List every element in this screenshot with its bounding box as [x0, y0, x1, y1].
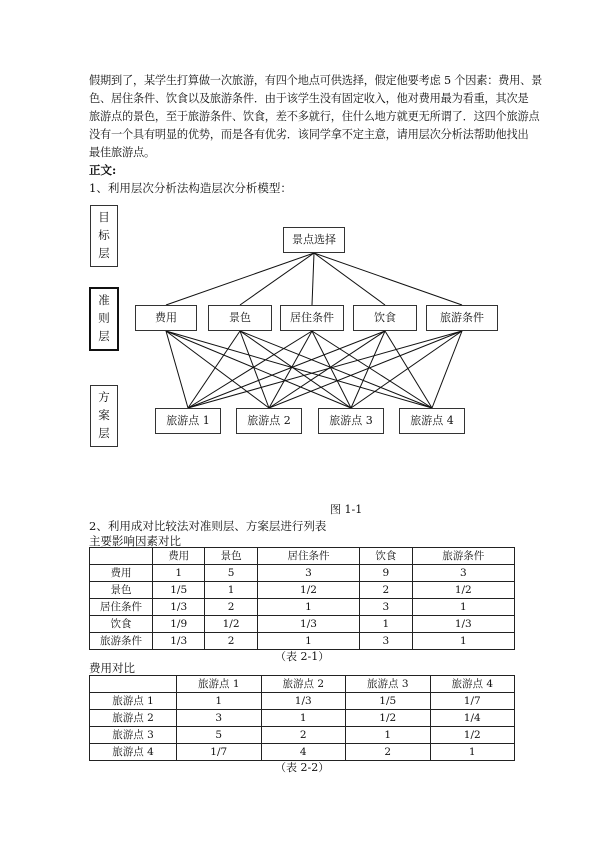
table-header-cell: 旅游点 3: [346, 676, 431, 693]
table-cell: 2: [360, 582, 412, 599]
layer-char: 方: [98, 390, 110, 404]
table-cell: 3: [360, 633, 412, 650]
layer-char: 层: [98, 426, 110, 440]
hierarchy-edge: [166, 253, 314, 305]
table-cell: 2: [346, 744, 431, 761]
hierarchy-edge: [312, 331, 351, 408]
hierarchy-edge: [188, 331, 240, 408]
table-cell: 1: [430, 744, 515, 761]
layer-char: 层: [98, 329, 110, 343]
table-cell: 3: [412, 565, 514, 582]
table-1-caption: （表 2-1）: [275, 650, 330, 663]
table-cell: 3: [177, 710, 262, 727]
table-cell: 1/3: [261, 693, 346, 710]
table-cell: 1/2: [346, 710, 431, 727]
table-row: [90, 633, 515, 650]
intro-line: 没有一个具有明显的优势，而是各有优劣．该同学拿不定主意，请用层次分析法帮助他找出: [89, 128, 529, 141]
hierarchy-edge: [314, 253, 385, 305]
table-header-cell: [90, 676, 177, 693]
step-1-heading: 1、利用层次分析法构造层次分析模型：: [89, 181, 292, 195]
table-row: [90, 693, 515, 710]
layer-char: 目: [98, 210, 110, 224]
table-cell: 1/3: [257, 616, 359, 633]
table-cell: 4: [261, 744, 346, 761]
table-cell: 1: [177, 693, 262, 710]
criterion-node-accommodation: 居住条件: [280, 305, 344, 331]
table-cell: 1/3: [153, 599, 205, 616]
intro-line: 最佳旅游点。: [89, 146, 155, 159]
table-header-row: [90, 548, 515, 565]
hierarchy-edge: [312, 331, 432, 408]
table-cell: 3: [360, 599, 412, 616]
table-cell: 5: [205, 565, 257, 582]
table-cell: 1: [205, 582, 257, 599]
table-cell: 1/9: [153, 616, 205, 633]
row-header-cell: 旅游点 4: [90, 744, 177, 761]
criterion-node-travel: 旅游条件: [426, 305, 498, 331]
row-header-cell: 居住条件: [90, 599, 153, 616]
table-cell: 1/7: [177, 744, 262, 761]
row-header-cell: 旅游点 3: [90, 727, 177, 744]
table-row: [90, 727, 515, 744]
intro-line: 旅游点的景色，至于旅游条件、饮食，差不多就行，住什么地方就更无所谓了．这四个旅游点: [89, 110, 540, 123]
goal-node: 景点选择: [283, 227, 345, 253]
table-cell: 1/7: [430, 693, 515, 710]
row-header-cell: 费用: [90, 565, 153, 582]
table-cell: 1/5: [346, 693, 431, 710]
table-header-cell: [90, 548, 153, 565]
hierarchy-edge: [188, 331, 462, 408]
table-cell: 1/5: [153, 582, 205, 599]
table-header-row: [90, 676, 515, 693]
alternative-node-1: 旅游点 1: [155, 408, 221, 434]
layer-char: 层: [98, 246, 110, 260]
hierarchy-edge: [269, 331, 312, 408]
table-header-cell: 旅游点 1: [177, 676, 262, 693]
criterion-node-scenery: 景色: [208, 305, 272, 331]
table-header-cell: 旅游条件: [412, 548, 514, 565]
row-header-cell: 旅游条件: [90, 633, 153, 650]
row-header-cell: 旅游点 1: [90, 693, 177, 710]
step-2-heading: 2、利用成对比较法对准则层、方案层进行列表: [89, 519, 327, 533]
table-cell: 5: [177, 727, 262, 744]
table-cell: 1/2: [412, 582, 514, 599]
table-row: [90, 599, 515, 616]
table-cell: 1/2: [430, 727, 515, 744]
table-row: [90, 565, 515, 582]
table-cell: 1: [153, 565, 205, 582]
hierarchy-edge: [432, 331, 462, 408]
table-header-cell: 居住条件: [257, 548, 359, 565]
layer-char: 标: [98, 228, 110, 242]
hierarchy-edge: [240, 331, 351, 408]
hierarchy-edge: [240, 331, 269, 408]
main-text-label: 正文:: [89, 163, 117, 177]
alternative-node-2: 旅游点 2: [236, 408, 302, 434]
hierarchy-edge: [312, 253, 314, 305]
figure-caption: 图 1-1: [330, 503, 363, 516]
hierarchy-edge: [166, 331, 188, 408]
row-header-cell: 景色: [90, 582, 153, 599]
table-header-cell: 景色: [205, 548, 257, 565]
row-header-cell: 旅游点 2: [90, 710, 177, 727]
intro-line: 假期到了，某学生打算做一次旅游，有四个地点可供选择，假定他要考虑 5 个因素：费用、景: [89, 74, 543, 87]
table-cell: 1/2: [257, 582, 359, 599]
intro-line: 色、居住条件、饮食以及旅游条件．由于该学生没有固定收入，他对费用最为看重，其次是: [89, 92, 529, 105]
table-cell: 2: [205, 599, 257, 616]
table-2-caption: （表 2-2）: [275, 761, 330, 774]
table-row: [90, 616, 515, 633]
table-cell: 1/3: [412, 616, 514, 633]
table-2-title: 费用对比: [89, 661, 135, 675]
table-cell: 1/2: [205, 616, 257, 633]
table-row: [90, 744, 515, 761]
criterion-node-food: 饮食: [353, 305, 417, 331]
cost-comparison-table: [89, 675, 515, 761]
table-header-cell: 费用: [153, 548, 205, 565]
table-row: [90, 710, 515, 727]
layer-char: 准: [98, 293, 110, 307]
table-cell: 1: [257, 599, 359, 616]
criterion-node-cost: 费用: [135, 305, 197, 331]
table-cell: 1/4: [430, 710, 515, 727]
table-cell: 1: [412, 599, 514, 616]
table-header-cell: 旅游点 4: [430, 676, 515, 693]
row-header-cell: 饮食: [90, 616, 153, 633]
table-cell: 1: [360, 616, 412, 633]
hierarchy-edge: [240, 253, 314, 305]
hierarchy-edge: [240, 331, 432, 408]
layer-char: 案: [98, 408, 110, 422]
table-cell: 1/3: [153, 633, 205, 650]
table-header-cell: 旅游点 2: [261, 676, 346, 693]
alternative-node-3: 旅游点 3: [318, 408, 384, 434]
table-cell: 1: [412, 633, 514, 650]
table-header-cell: 饮食: [360, 548, 412, 565]
table-row: [90, 582, 515, 599]
table-cell: 3: [257, 565, 359, 582]
table-cell: 9: [360, 565, 412, 582]
table-cell: 1: [346, 727, 431, 744]
factor-comparison-table: [89, 547, 515, 650]
alternative-node-4: 旅游点 4: [399, 408, 465, 434]
table-1-title: 主要影响因素对比: [89, 534, 181, 548]
table-cell: 2: [205, 633, 257, 650]
table-cell: 1: [261, 710, 346, 727]
layer-char: 则: [98, 311, 110, 325]
hierarchy-edge: [314, 253, 462, 305]
table-cell: 2: [261, 727, 346, 744]
table-cell: 1: [257, 633, 359, 650]
